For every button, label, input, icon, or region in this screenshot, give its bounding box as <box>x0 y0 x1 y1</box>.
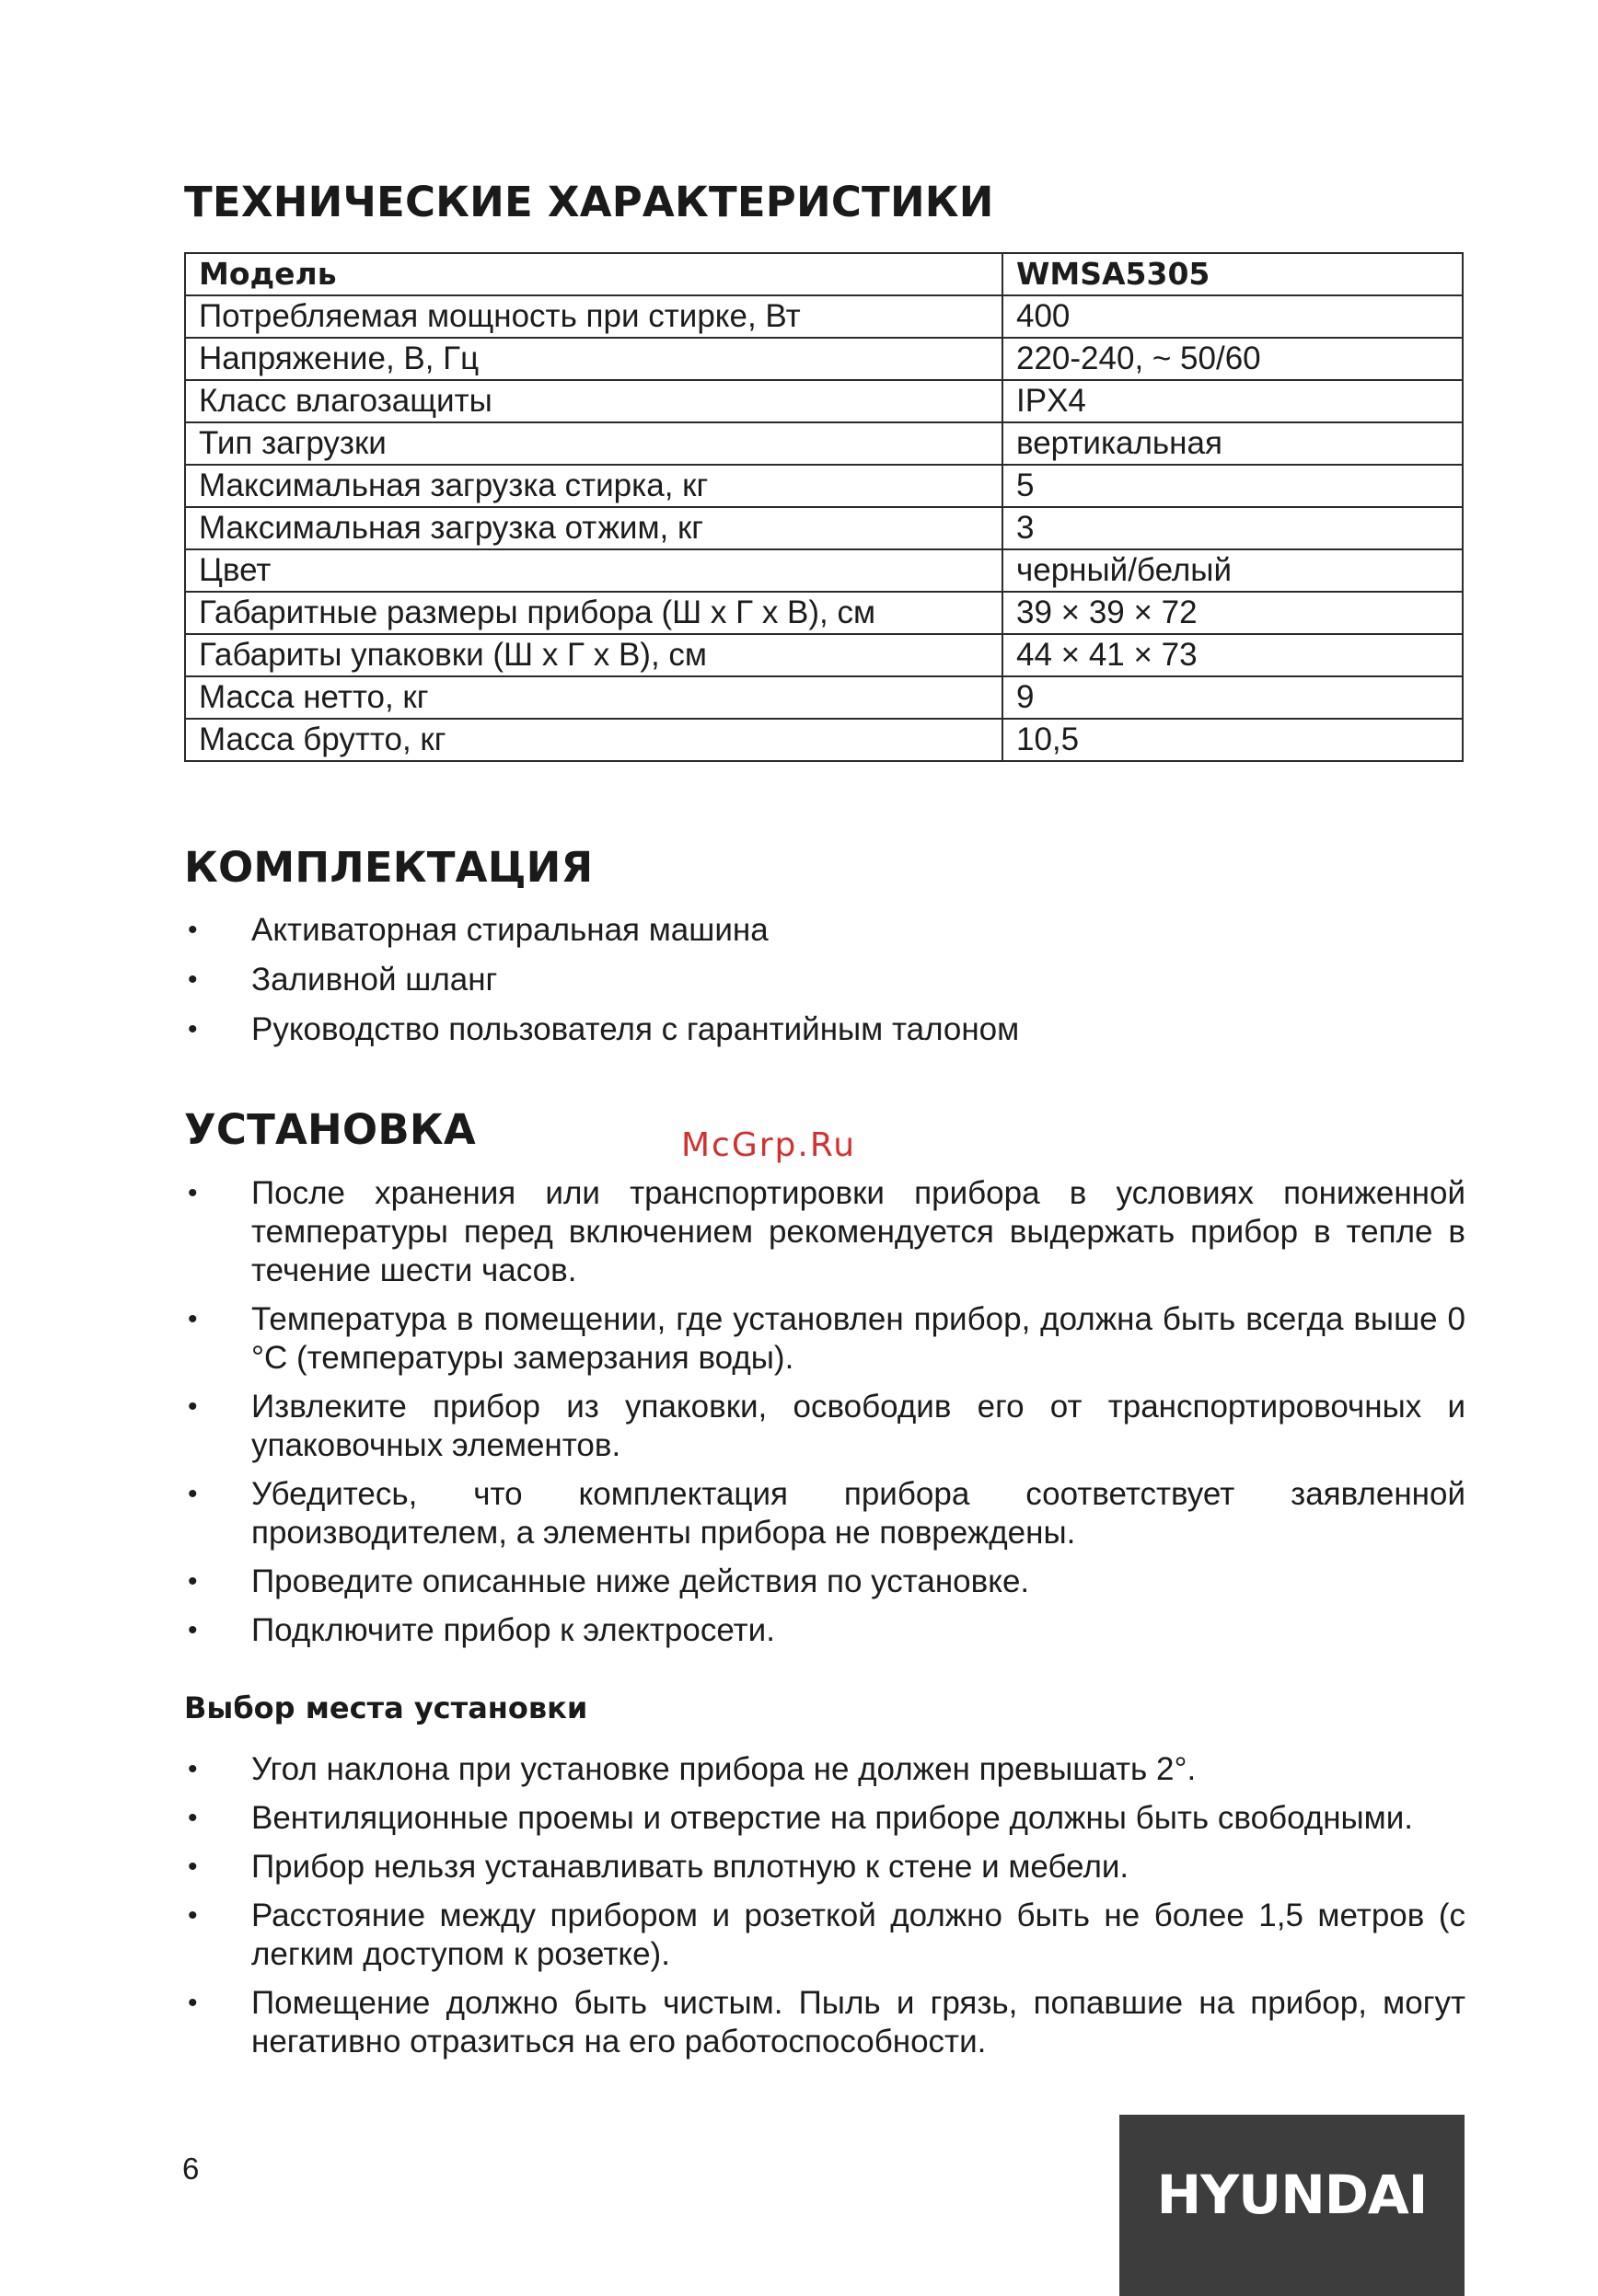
list-item-text: Активаторная стиральная машина <box>251 912 769 948</box>
site-list <box>184 1750 1465 2071</box>
bullet-icon: • <box>188 1479 198 1509</box>
kit-list <box>184 911 1465 1060</box>
brand-logo-box <box>1119 2115 1465 2296</box>
list-item-text: Вентиляционные проемы и отверстие на приборе должны быть свободными. <box>251 1800 1414 1836</box>
list-item-text: После хранения или транспортировки прибора в условиях пониженной температуры перед включением рекомендуется выдержать прибор в тепле в течение шести часов. <box>251 1175 1465 1288</box>
spec-label: Напряжение, В, Гц <box>185 338 1002 380</box>
spec-label: Максимальная загрузка отжим, кг <box>185 507 1002 549</box>
list-item-text: Помещение должно быть чистым. Пыль и грязь, попавшие на прибор, могут негативно отразиться на его работоспособности. <box>251 1985 1465 2059</box>
table-row <box>185 380 1463 422</box>
list-item <box>184 1750 1465 1789</box>
spec-label: Тип загрузки <box>185 422 1002 465</box>
table-header-row <box>185 253 1463 295</box>
install-list <box>184 1174 1465 1660</box>
list-item-text: Проведите описанные ниже действия по установке. <box>251 1563 1030 1599</box>
bullet-icon: • <box>188 1304 198 1334</box>
header-cell-value: WMSA5305 <box>1002 253 1463 295</box>
spec-value: IPX4 <box>1002 380 1463 422</box>
list-item-text: Руководство пользователя с гарантийным талоном <box>251 1011 1020 1047</box>
spec-label: Габаритные размеры прибора (Ш х Г х В), см <box>185 592 1002 634</box>
site-title: Выбор места установки <box>184 1690 588 1725</box>
spec-label: Цвет <box>185 549 1002 592</box>
list-item <box>184 1300 1465 1378</box>
specs-title: ТЕХНИЧЕСКИЕ ХАРАКТЕРИСТИКИ <box>184 178 994 226</box>
list-item <box>184 1611 1465 1650</box>
list-item-text: Извлеките прибор из упаковки, освободив его от транспортировочных и упаковочных элементов. <box>251 1389 1465 1463</box>
bullet-icon: • <box>188 1391 198 1422</box>
kit-title: КОМПЛЕКТАЦИЯ <box>184 843 594 892</box>
list-item <box>184 1388 1465 1465</box>
list-item-text: Расстояние между прибором и розеткой должно быть не более 1,5 метров (с легким доступом к розетке). <box>251 1898 1465 1972</box>
bullet-icon: • <box>188 1803 198 1833</box>
list-item-text: Прибор нельзя устанавливать вплотную к стене и мебели. <box>251 1849 1129 1885</box>
watermark-text: McGrp.Ru <box>681 1126 857 1164</box>
list-item <box>184 1010 1465 1049</box>
bullet-icon: • <box>188 915 198 945</box>
spec-label: Класс влагозащиты <box>185 380 1002 422</box>
list-item-text: Температура в помещении, где установлен прибор, должна быть всегда выше 0 °С (температуры замерзания воды). <box>251 1301 1465 1376</box>
spec-label: Масса брутто, кг <box>185 719 1002 761</box>
bullet-icon: • <box>188 1988 198 2018</box>
bullet-icon: • <box>188 1014 198 1044</box>
table-row <box>185 507 1463 549</box>
table-row <box>185 549 1463 592</box>
bullet-icon: • <box>188 1852 198 1882</box>
bullet-icon: • <box>188 1566 198 1597</box>
table-row <box>185 338 1463 380</box>
spec-label: Габариты упаковки (Ш х Г х В), см <box>185 634 1002 676</box>
spec-value: 39 × 39 × 72 <box>1002 592 1463 634</box>
list-item <box>184 961 1465 999</box>
list-item-text: Заливной шланг <box>251 962 498 998</box>
spec-label: Масса нетто, кг <box>185 676 1002 719</box>
list-item <box>184 1848 1465 1886</box>
header-cell-model: Модель <box>185 253 1002 295</box>
spec-value: 9 <box>1002 676 1463 719</box>
list-item <box>184 1174 1465 1290</box>
install-title: УСТАНОВКА <box>184 1105 476 1154</box>
list-item <box>184 1475 1465 1552</box>
bullet-icon: • <box>188 1900 198 1931</box>
page-number: 6 <box>182 2152 200 2186</box>
spec-value: черный/белый <box>1002 549 1463 592</box>
list-item-text: Подключите прибор к электросети. <box>251 1612 775 1648</box>
spec-value: 3 <box>1002 507 1463 549</box>
table-row <box>185 422 1463 465</box>
spec-value: 400 <box>1002 295 1463 338</box>
table-row <box>185 465 1463 507</box>
table-row <box>185 592 1463 634</box>
spec-label: Потребляемая мощность при стирке, Вт <box>185 295 1002 338</box>
bullet-icon: • <box>188 1615 198 1645</box>
list-item-text: Угол наклона при установке прибора не должен превышать 2°. <box>251 1751 1197 1787</box>
list-item <box>184 1897 1465 1974</box>
list-item <box>184 911 1465 950</box>
spec-label: Максимальная загрузка стирка, кг <box>185 465 1002 507</box>
list-item <box>184 1799 1465 1838</box>
specs-table <box>184 252 1464 762</box>
list-item <box>184 1984 1465 2061</box>
spec-value: 44 × 41 × 73 <box>1002 634 1463 676</box>
brand-logo: HYUNDAI <box>1156 2163 1428 2226</box>
list-item <box>184 1563 1465 1601</box>
spec-value: вертикальная <box>1002 422 1463 465</box>
bullet-icon: • <box>188 1754 198 1784</box>
bullet-icon: • <box>188 1178 198 1208</box>
list-item-text: Убедитесь, что комплектация прибора соответствует заявленной производителем, а элементы прибора не повреждены. <box>251 1476 1465 1551</box>
table-row <box>185 676 1463 719</box>
table-row <box>185 719 1463 761</box>
spec-value: 5 <box>1002 465 1463 507</box>
spec-value: 10,5 <box>1002 719 1463 761</box>
spec-value: 220-240, ~ 50/60 <box>1002 338 1463 380</box>
table-row <box>185 634 1463 676</box>
bullet-icon: • <box>188 964 198 995</box>
table-row <box>185 295 1463 338</box>
